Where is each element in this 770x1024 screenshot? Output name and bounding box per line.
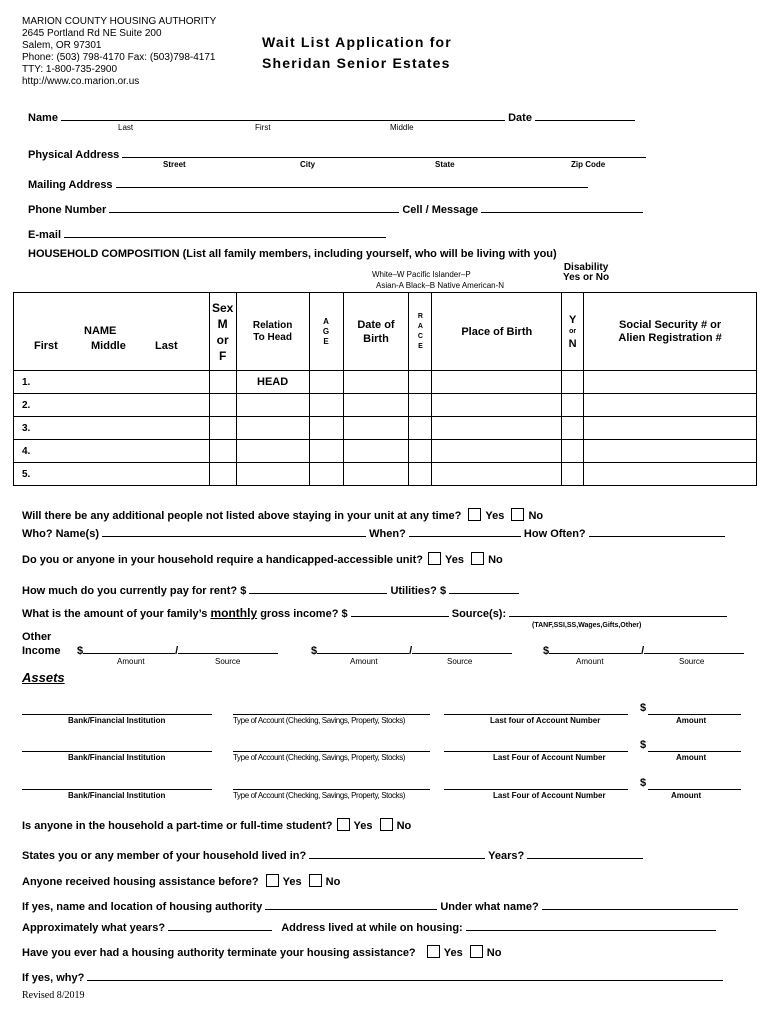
dob-cell[interactable]: [343, 394, 409, 417]
source-caption: Source: [679, 657, 705, 666]
no-label: No: [325, 876, 341, 888]
race-legend-line1: White–W Pacific Islander–P: [372, 270, 471, 279]
physical-address-row: [28, 147, 646, 161]
disability-cell[interactable]: [562, 463, 584, 486]
income-field[interactable]: [351, 606, 449, 617]
who-row: [22, 526, 725, 540]
disability-cell[interactable]: [562, 394, 584, 417]
last-four-caption: Last four of Account Number: [490, 716, 601, 725]
yes-label: Yes: [485, 510, 505, 522]
dollar-sign: $: [77, 645, 84, 657]
account-type-field-1[interactable]: [233, 714, 430, 715]
no-label: No: [486, 947, 502, 959]
sex-label: Sex: [211, 300, 234, 315]
account-type-field-3[interactable]: [233, 789, 430, 790]
dollar-sign: $: [640, 702, 647, 714]
assistance-yes-checkbox[interactable]: [266, 874, 279, 887]
agency-name: MARION COUNTY HOUSING AUTHORITY: [22, 16, 217, 27]
date-label: Date: [508, 112, 532, 124]
name-last-caption: Last: [118, 123, 134, 132]
ssn-cell[interactable]: [584, 417, 757, 440]
relation-cell[interactable]: [236, 440, 309, 463]
relation-cell[interactable]: [236, 394, 309, 417]
yes-label: Yes: [353, 820, 373, 832]
address-lived-field[interactable]: [466, 920, 716, 931]
sex-f-label: F: [218, 348, 227, 363]
income-row: [22, 606, 727, 620]
agency-url: http://www.co.marion.or.us: [22, 76, 140, 87]
cell-field[interactable]: [481, 202, 643, 213]
slash: /: [175, 645, 179, 657]
middle-column-label: Middle: [91, 340, 126, 352]
states-lived-field[interactable]: [309, 848, 485, 859]
household-table: [13, 292, 757, 486]
approx-years-row: [22, 920, 716, 934]
form-title-line2: Sheridan Senior Estates: [262, 55, 451, 71]
last-four-caption: Last Four of Account Number: [493, 791, 606, 800]
name-first-caption: First: [255, 123, 271, 132]
no-label: No: [528, 510, 544, 522]
other-income-amount-2[interactable]: [317, 643, 409, 654]
account-type-caption: Type of Account (Checking, Savings, Property, Stocks): [233, 753, 406, 762]
sources-field[interactable]: [509, 606, 727, 617]
sex-column-header: [209, 293, 236, 371]
yes-label: Yes: [282, 876, 302, 888]
states-lived-question: States you or any member of your household lived in?: [22, 850, 307, 862]
sex-cell[interactable]: [209, 463, 236, 486]
bank-field-2[interactable]: [22, 751, 212, 752]
student-row: [22, 818, 411, 832]
relation-cell[interactable]: [236, 417, 309, 440]
row-number[interactable]: 4.: [14, 440, 210, 463]
when-label: When?: [369, 528, 406, 540]
no-label: No: [488, 554, 503, 566]
place-of-birth-cell[interactable]: [432, 440, 562, 463]
dollar-sign: $: [543, 645, 550, 657]
sex-m-label: M: [217, 316, 228, 331]
row-number[interactable]: 2.: [14, 394, 210, 417]
account-type-caption: Type of Account (Checking, Savings, Property, Stocks): [233, 791, 406, 800]
phone-field[interactable]: [109, 202, 399, 213]
race-cell[interactable]: [409, 440, 432, 463]
additional-people-row: [22, 508, 543, 522]
other-income-amount-1[interactable]: [83, 643, 175, 654]
housing-authority-label: If yes, name and location of housing authority: [22, 901, 263, 913]
zip-caption: Zip Code: [571, 160, 606, 169]
dob-label: Date of: [357, 318, 395, 331]
table-row: [14, 463, 757, 486]
last-four-field-3[interactable]: [444, 789, 628, 790]
name-column-header: [14, 293, 210, 371]
under-name-label: Under what name?: [440, 901, 539, 913]
birth-label: Birth: [363, 332, 389, 345]
bank-field-1[interactable]: [22, 714, 212, 715]
mailing-address-label: Mailing Address: [28, 179, 113, 191]
other-income-group-1: [77, 643, 278, 657]
form-title: [262, 32, 452, 74]
or-label: or: [569, 327, 577, 335]
agency-address-line2: Salem, OR 97301: [22, 40, 102, 51]
first-column-label: First: [34, 340, 58, 352]
mailing-address-row: [28, 177, 588, 191]
no-label: No: [396, 820, 412, 832]
age-cell[interactable]: [309, 394, 343, 417]
terminated-no-checkbox[interactable]: [470, 945, 483, 958]
race-legend-line2: Asian-A Black–B Native American-N: [376, 281, 505, 290]
amount-caption: Amount: [676, 753, 707, 762]
bank-caption: Bank/Financial Institution: [68, 716, 166, 725]
handicapped-row: [22, 552, 503, 566]
row-number[interactable]: 5.: [14, 463, 210, 486]
dob-column-header: [343, 293, 409, 371]
disability-cell[interactable]: [562, 440, 584, 463]
race-cell[interactable]: [409, 463, 432, 486]
amount-caption: Amount: [676, 716, 707, 725]
rent-row: [22, 583, 519, 597]
why-label: If yes, why?: [22, 972, 85, 984]
physical-address-field[interactable]: [122, 147, 646, 158]
amount-caption: Amount: [117, 657, 145, 666]
last-four-field-2[interactable]: [444, 751, 628, 752]
dollar-sign: $: [640, 739, 647, 751]
row-number[interactable]: 3.: [14, 417, 210, 440]
last-four-field-1[interactable]: [444, 714, 628, 715]
approx-years-label: Approximately what years?: [22, 922, 166, 934]
how-often-label: How Often?: [523, 528, 586, 540]
handicapped-no-checkbox[interactable]: [471, 552, 484, 565]
row-number[interactable]: 1.: [14, 371, 210, 394]
utilities-label: Utilities? $: [390, 585, 447, 597]
alien-registration-label: Alien Registration #: [618, 331, 722, 344]
slash: /: [409, 645, 413, 657]
student-no-checkbox[interactable]: [380, 818, 393, 831]
email-row: [28, 227, 386, 241]
revised-date: Revised 8/2019: [22, 990, 85, 1001]
agency-address-line1: 2645 Portland Rd NE Suite 200: [22, 28, 162, 39]
sources-hint: (TANF,SSI,SS,Wages,Gifts,Other): [532, 622, 642, 629]
other-income-group-3: [543, 643, 744, 657]
bank-field-3[interactable]: [22, 789, 212, 790]
dob-cell[interactable]: [343, 463, 409, 486]
disability-heading: [563, 263, 609, 283]
age-column-header: A G E: [309, 293, 343, 371]
assistance-question: Anyone received housing assistance before?: [22, 876, 259, 888]
age-cell[interactable]: [309, 371, 343, 394]
who-field[interactable]: [102, 526, 366, 537]
disability-cell[interactable]: [562, 417, 584, 440]
last-column-label: Last: [155, 340, 178, 352]
sex-or-label: or: [216, 332, 229, 347]
amount-field-1[interactable]: [648, 714, 741, 715]
amount-caption: Amount: [671, 791, 702, 800]
additional-people-question: Will there be any additional people not listed above staying in your unit at any time?: [22, 510, 462, 522]
other-income-group-2: [311, 643, 512, 657]
sex-cell[interactable]: [209, 371, 236, 394]
name-field[interactable]: [61, 110, 505, 121]
under-name-field[interactable]: [542, 899, 738, 910]
name-middle-caption: Middle: [390, 123, 414, 132]
amount-caption: Amount: [350, 657, 378, 666]
yes-label: Y: [568, 313, 577, 326]
email-field[interactable]: [64, 227, 386, 238]
income-label: What is the amount of your family’s: [22, 608, 208, 620]
sex-cell[interactable]: [209, 440, 236, 463]
approx-years-field[interactable]: [168, 920, 272, 931]
amount-field-2[interactable]: [648, 751, 741, 752]
age-cell[interactable]: [309, 463, 343, 486]
monthly-emphasis: monthly: [210, 606, 258, 620]
dollar-sign: $: [640, 777, 647, 789]
race-cell[interactable]: [409, 417, 432, 440]
agency-phone: Phone: (503) 798-4170 Fax: (503)798-4171: [22, 52, 216, 63]
utilities-field[interactable]: [449, 583, 519, 594]
city-caption: City: [300, 160, 316, 169]
other-income-source-2[interactable]: [412, 643, 512, 654]
other-income-amount-3[interactable]: [549, 643, 641, 654]
relation-cell[interactable]: HEAD: [236, 371, 309, 394]
handicapped-question: Do you or anyone in your household require a handicapped-accessible unit?: [22, 554, 423, 566]
housing-authority-field[interactable]: [265, 899, 437, 910]
years-label: Years?: [488, 850, 525, 862]
years-field[interactable]: [527, 848, 643, 859]
other-income-source-3[interactable]: [644, 643, 744, 654]
bank-caption: Bank/Financial Institution: [68, 791, 166, 800]
race-cell[interactable]: [409, 394, 432, 417]
amount-caption: Amount: [576, 657, 604, 666]
how-often-field[interactable]: [589, 526, 725, 537]
name-column-label: NAME: [84, 325, 117, 337]
table-row: [14, 417, 757, 440]
source-caption: Source: [215, 657, 241, 666]
household-table-header: [14, 293, 757, 371]
sex-cell[interactable]: [209, 394, 236, 417]
income-label-end: gross income? $: [260, 608, 348, 620]
sex-cell[interactable]: [209, 417, 236, 440]
name-row: [28, 110, 635, 124]
disability-cell[interactable]: [562, 371, 584, 394]
age-cell[interactable]: [309, 440, 343, 463]
place-of-birth-cell[interactable]: [432, 417, 562, 440]
yes-label: Yes: [445, 554, 464, 566]
account-type-field-2[interactable]: [233, 751, 430, 752]
address-lived-label: Address lived at while on housing:: [281, 922, 463, 934]
household-heading: HOUSEHOLD COMPOSITION (List all family members, including yourself, who will be living with you): [28, 248, 557, 260]
ssn-cell[interactable]: [584, 371, 757, 394]
housing-authority-row: [22, 899, 738, 913]
assistance-no-checkbox[interactable]: [309, 874, 322, 887]
disability-yes-no-label: Yes or No: [563, 272, 610, 283]
name-label: Name: [28, 112, 58, 124]
student-question: Is anyone in the household a part-time or full-time student?: [22, 820, 333, 832]
physical-address-label: Physical Address: [28, 149, 120, 161]
ssn-cell[interactable]: [584, 440, 757, 463]
sources-label: Source(s):: [451, 608, 507, 620]
place-of-birth-cell[interactable]: [432, 463, 562, 486]
agency-tty: TTY: 1-800-735-2900: [22, 64, 118, 75]
rent-label: How much do you currently pay for rent? $: [22, 585, 247, 597]
relation-column-header: [236, 293, 309, 371]
mailing-address-field[interactable]: [116, 177, 588, 188]
place-of-birth-cell[interactable]: [432, 394, 562, 417]
race-column-header: R A C E: [409, 293, 432, 371]
table-row: [14, 371, 757, 394]
phone-row: [28, 202, 643, 216]
additional-yes-checkbox[interactable]: [468, 508, 481, 521]
race-cell[interactable]: [409, 371, 432, 394]
relation-cell[interactable]: [236, 463, 309, 486]
cell-label: Cell / Message: [402, 204, 479, 216]
handicapped-yes-checkbox[interactable]: [428, 552, 441, 565]
last-four-caption: Last Four of Account Number: [493, 753, 606, 762]
other-income-source-1[interactable]: [178, 643, 278, 654]
assets-heading: Assets: [22, 670, 65, 685]
ssn-label: Social Security # or: [619, 318, 722, 331]
assistance-row: [22, 874, 340, 888]
ssn-cell[interactable]: [584, 394, 757, 417]
dob-cell[interactable]: [343, 417, 409, 440]
table-row: [14, 440, 757, 463]
phone-label: Phone Number: [28, 204, 107, 216]
why-field[interactable]: [87, 970, 723, 981]
to-head-label: To Head: [253, 331, 292, 343]
income-label-2: Income: [22, 645, 61, 657]
form-title-line1: Wait List Application for: [262, 34, 452, 50]
ssn-column-header: [584, 293, 757, 371]
source-caption: Source: [447, 657, 473, 666]
terminated-question: Have you ever had a housing authority terminate your housing assistance?: [22, 947, 416, 959]
relation-label: Relation: [252, 319, 293, 331]
rent-field[interactable]: [249, 583, 387, 594]
other-income-label: [22, 630, 61, 658]
disability-label: Disability: [563, 262, 609, 273]
who-label: Who? Name(s): [22, 528, 99, 540]
slash: /: [641, 645, 645, 657]
dob-cell[interactable]: [343, 440, 409, 463]
student-yes-checkbox[interactable]: [337, 818, 350, 831]
dollar-sign: $: [311, 645, 318, 657]
date-field[interactable]: [535, 110, 635, 121]
other-label: Other: [22, 631, 52, 643]
no-label: N: [568, 337, 577, 350]
table-row: [14, 394, 757, 417]
place-of-birth-column-header: Place of Birth: [432, 293, 562, 371]
place-of-birth-cell[interactable]: [432, 371, 562, 394]
yes-label: Yes: [443, 947, 463, 959]
age-cell[interactable]: [309, 417, 343, 440]
additional-no-checkbox[interactable]: [511, 508, 524, 521]
agency-address-block: [22, 16, 216, 88]
state-caption: State: [435, 160, 455, 169]
ssn-cell[interactable]: [584, 463, 757, 486]
why-row: [22, 970, 723, 984]
terminated-yes-checkbox[interactable]: [427, 945, 440, 958]
when-field[interactable]: [409, 526, 521, 537]
amount-field-3[interactable]: [648, 789, 741, 790]
terminated-row: [22, 945, 501, 959]
bank-caption: Bank/Financial Institution: [68, 753, 166, 762]
disability-column-header: [562, 293, 584, 371]
states-lived-row: [22, 848, 643, 862]
dob-cell[interactable]: [343, 371, 409, 394]
account-type-caption: Type of Account (Checking, Savings, Property, Stocks): [233, 716, 406, 725]
email-label: E-mail: [28, 229, 62, 241]
street-caption: Street: [163, 160, 186, 169]
